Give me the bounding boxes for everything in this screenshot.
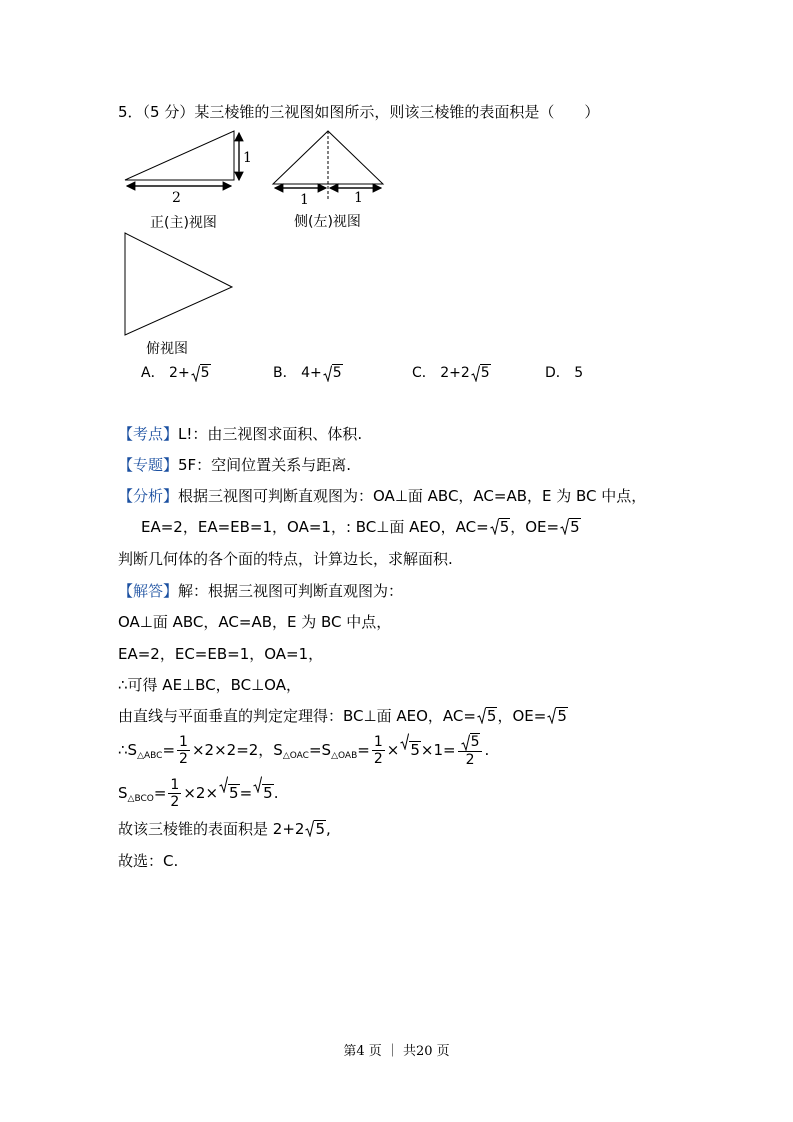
front-view-label: 正(主)视图	[150, 215, 217, 231]
page-footer: 第4 页 ｜ 共20 页	[343, 1044, 450, 1059]
jieda-line7: $S_{\triangle BCO}=$ $\frac{1}{2}$ ×2× 5= 5.	[118, 777, 279, 810]
option-c: C． 2+2 5	[412, 365, 490, 381]
jieda-line2: OA⊥面 ABC，AC=AB，E 为 BC 中点，	[118, 613, 392, 631]
jieda-line8: 故该三棱锥的表面积是 2+2 5,	[118, 820, 331, 838]
fenxi-tag: 【分析】	[118, 487, 179, 505]
option-a: A． 2+ 5	[141, 365, 210, 381]
jieda-tag: 【解答】	[118, 582, 179, 600]
jieda-line3: EA=2，EC=EB=1，OA=1，	[118, 645, 324, 663]
kaodian-line: 【考点】L!：由三视图求面积、体积.	[118, 425, 363, 443]
front-dim-2: 2	[172, 190, 181, 206]
fenxi-line2: EA=2，EA=EB=1，OA=1，: BC⊥面 AEO，AC= 5，OE= 5	[141, 518, 580, 536]
fenxi-line3: 判断几何体的各个面的特点，计算边长，求解面积.	[118, 550, 453, 568]
fenxi-line1: 【分析】根据三视图可判断直观图为：OA⊥面 ABC，AC=AB，E 为 BC 中点，	[118, 487, 647, 505]
kaodian-tag: 【考点】	[118, 425, 179, 443]
side-dim-left: 1	[300, 192, 309, 208]
front-view	[125, 131, 239, 186]
jieda-line4: ∴可得 AE⊥BC，BC⊥OA，	[118, 676, 301, 694]
jieda-line1: 【解答】解：根据三视图可判断直观图为：	[118, 582, 404, 600]
top-view-label: 俯视图	[146, 341, 188, 357]
zhuanti-tag: 【专题】	[118, 456, 179, 474]
question-title: 5．（5 分）某三棱锥的三视图如图所示，则该三棱锥的表面积是（ ）	[118, 103, 600, 121]
jieda-line9: 故选：C.	[118, 852, 179, 870]
side-view	[273, 131, 383, 200]
option-d: D． 5	[545, 365, 584, 381]
front-dim-1: 1	[243, 150, 252, 166]
side-dim-right: 1	[354, 190, 363, 206]
top-view	[125, 233, 232, 335]
option-b: B． 4+ 5	[273, 365, 342, 381]
zhuanti-line: 【专题】5F：空间位置关系与距离.	[118, 456, 351, 474]
jieda-line5: 由直线与平面垂直的判定定理得：BC⊥面 AEO，AC= 5，OE= 5	[118, 707, 567, 725]
three-view-figures	[115, 125, 405, 350]
jieda-line6: $\therefore S_{\triangle ABC}=$ $\frac{1}{2}$ ×2×2=2，$S_{\triangle OAC}=S_{\triangle OAB}=$ $\frac{1}{2}$ × 5×1= $\frac{5}{2}$ .	[118, 734, 490, 768]
side-view-label: 侧(左)视图	[294, 214, 361, 230]
